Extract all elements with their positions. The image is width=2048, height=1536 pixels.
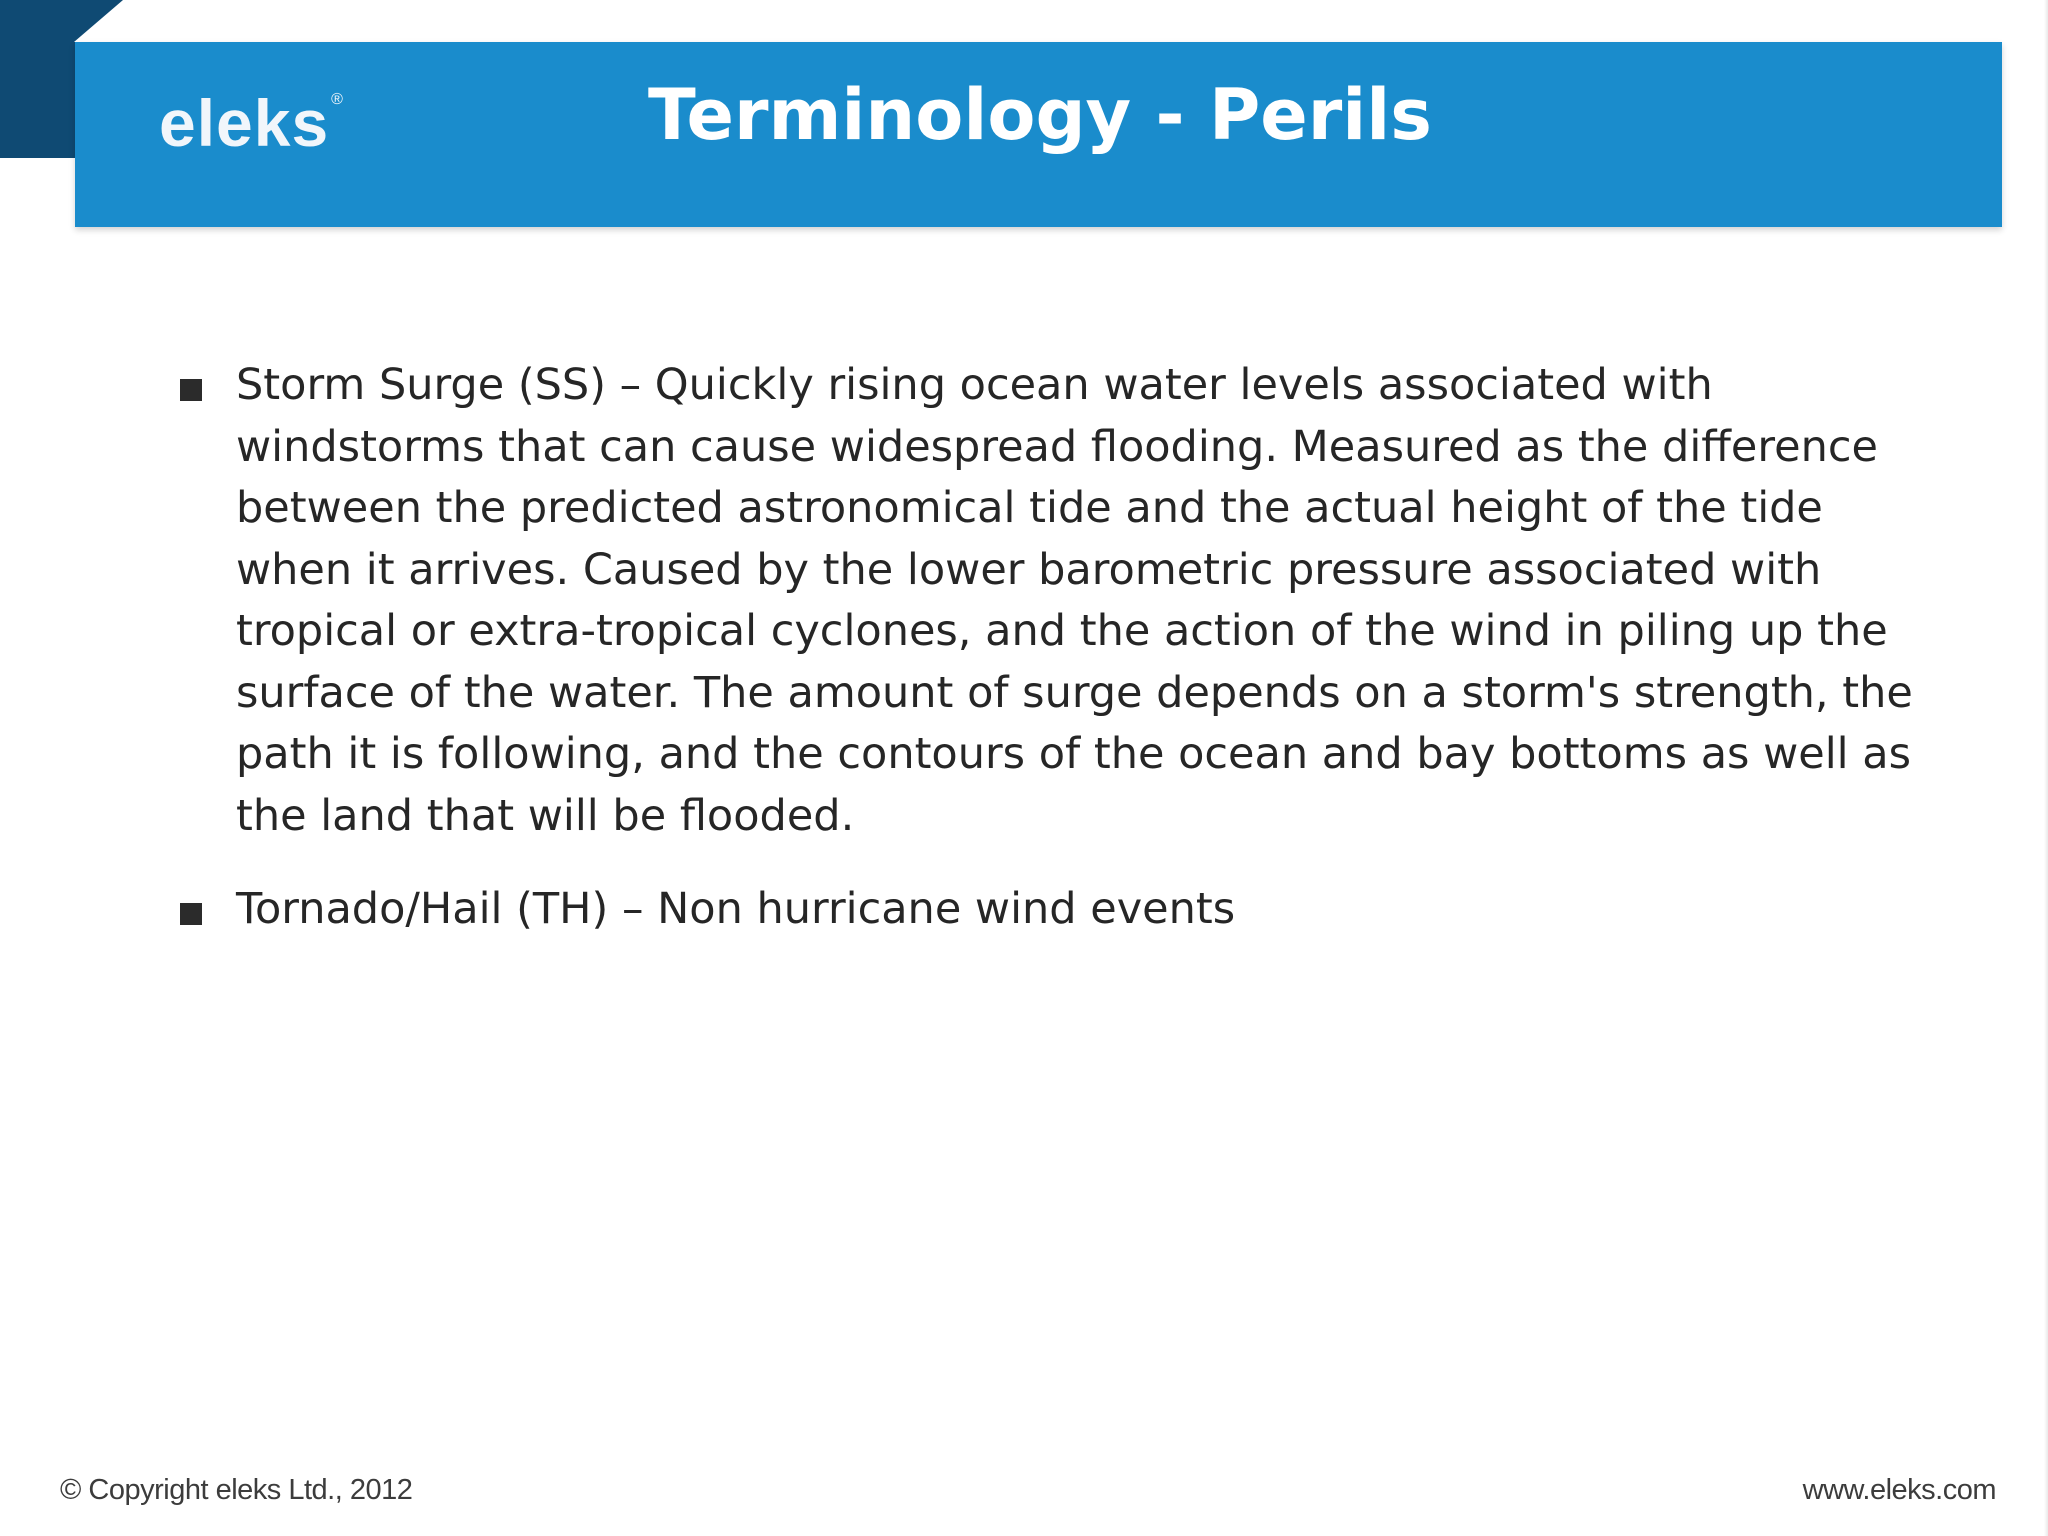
bullet-square-icon	[180, 903, 202, 925]
bullet-text: Storm Surge (SS) – Quickly rising ocean water levels associated with windstorms that can cause widespread flooding. Measured as the difference between the predicted astronomical tide and the actual height of the tide when it arrives. Caused by the lower barometric pressure associated with tropical or extra-tropical cyclones, and the action of the wind in piling up the surface of the water. The amount of surge depends on a storm's strength, the path it is following, and the contours of the ocean and bay bottoms as well as the land that will be flooded.	[236, 360, 1913, 841]
logo-registered-mark: ®	[331, 91, 344, 108]
logo-text: eleks	[159, 86, 330, 160]
bullet-square-icon	[180, 379, 202, 401]
page-title: Terminology - Perils	[648, 74, 1432, 156]
bullet-list	[178, 355, 1918, 973]
bullet-item-tornado-hail	[178, 879, 1918, 941]
footer-copyright: © Copyright eleks Ltd., 2012	[60, 1474, 413, 1506]
footer-url: www.eleks.com	[1802, 1474, 1996, 1506]
header-band	[75, 42, 2002, 227]
bullet-text: Tornado/Hail (TH) – Non hurricane wind events	[236, 884, 1236, 934]
slide-edge-shadow	[2044, 0, 2048, 1536]
bullet-item-storm-surge	[178, 355, 1918, 847]
